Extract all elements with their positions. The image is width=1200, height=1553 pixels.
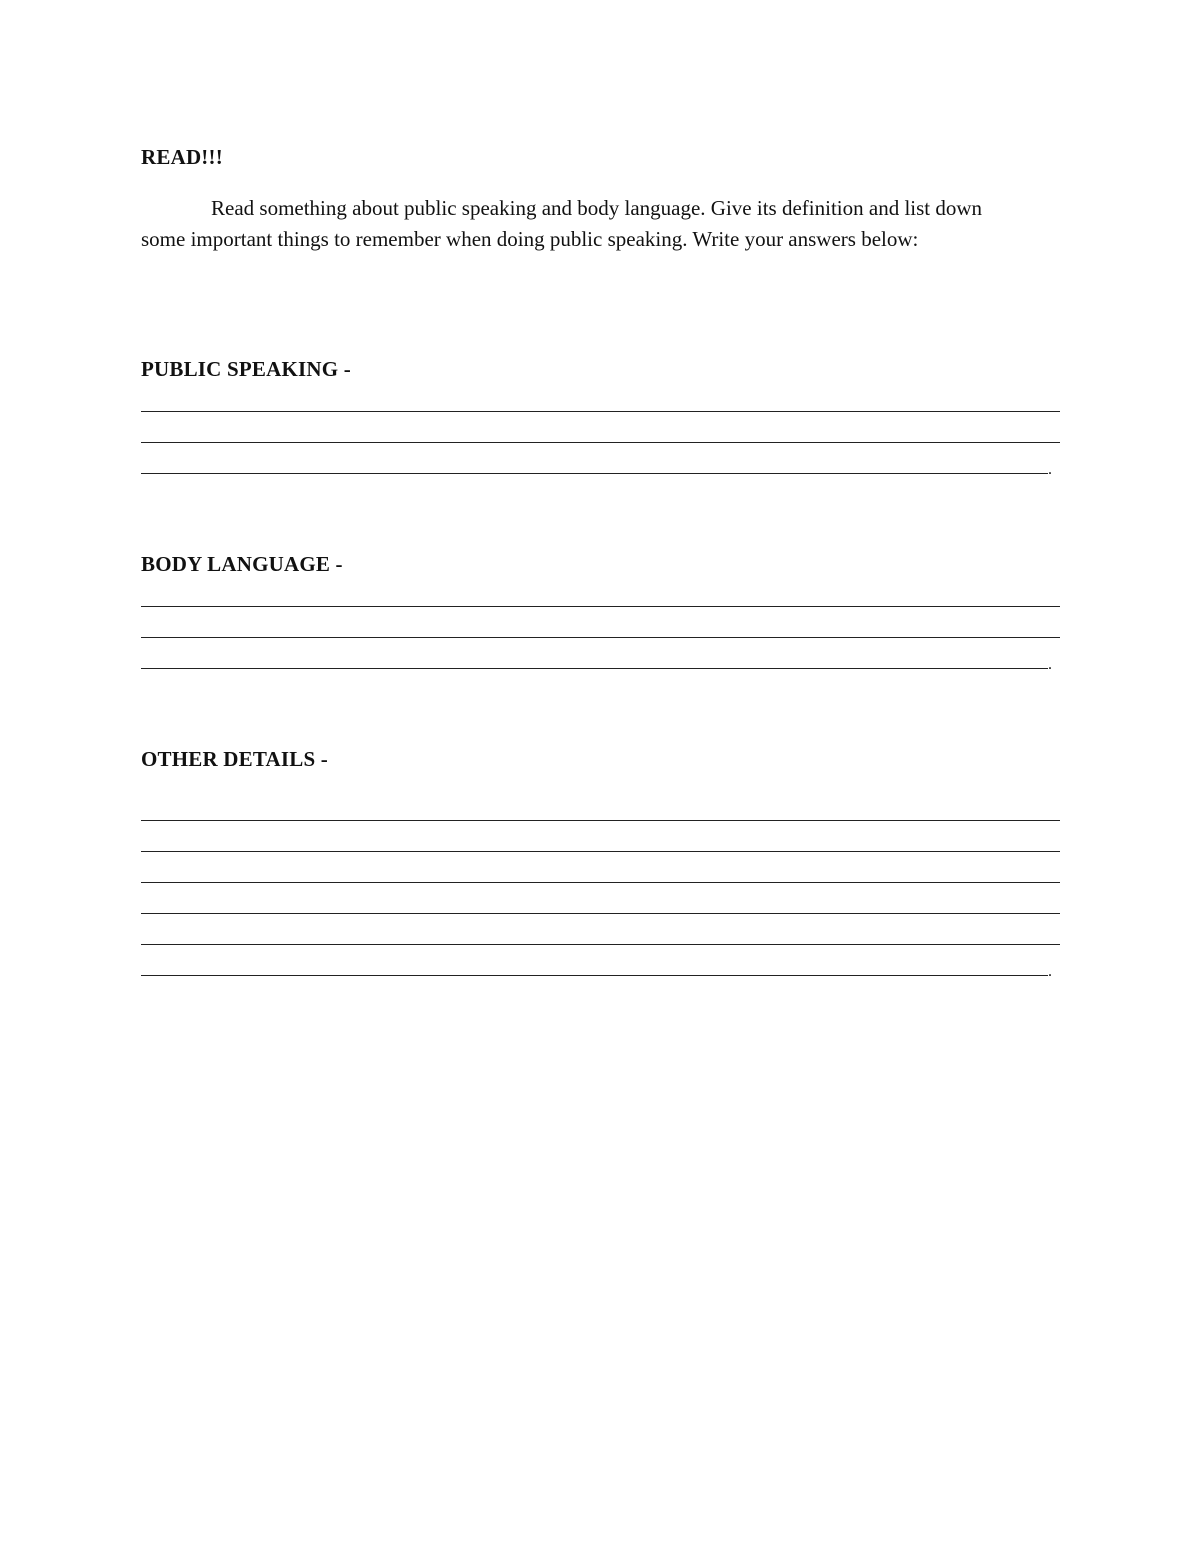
answer-line-public-speaking-2[interactable] — [141, 442, 1060, 443]
section-title-public-speaking: PUBLIC SPEAKING - — [141, 357, 351, 381]
answer-line-body-language-2[interactable] — [141, 637, 1060, 638]
end-period-other-details: . — [1048, 963, 1052, 980]
answer-line-other-details-1[interactable] — [141, 820, 1060, 821]
section-title-other-details: OTHER DETAILS - — [141, 747, 328, 771]
answer-line-other-details-2[interactable] — [141, 851, 1060, 852]
end-period-public-speaking: . — [1048, 461, 1052, 478]
answer-line-public-speaking-1[interactable] — [141, 411, 1060, 412]
answer-line-other-details-4[interactable] — [141, 913, 1060, 914]
worksheet-title: READ!!! — [141, 145, 223, 169]
answer-line-other-details-5[interactable] — [141, 944, 1060, 945]
answer-line-body-language-3[interactable] — [141, 668, 1048, 669]
answer-line-public-speaking-3[interactable] — [141, 473, 1048, 474]
instructions-paragraph: Read something about public speaking and body language. Give its definition and list down some important things to remember when doing public speaking. Write your answers below: — [141, 196, 983, 251]
answer-line-other-details-6[interactable] — [141, 975, 1048, 976]
answer-line-other-details-3[interactable] — [141, 882, 1060, 883]
answer-line-body-language-1[interactable] — [141, 606, 1060, 607]
end-period-body-language: . — [1048, 656, 1052, 673]
section-title-body-language: BODY LANGUAGE - — [141, 552, 343, 576]
